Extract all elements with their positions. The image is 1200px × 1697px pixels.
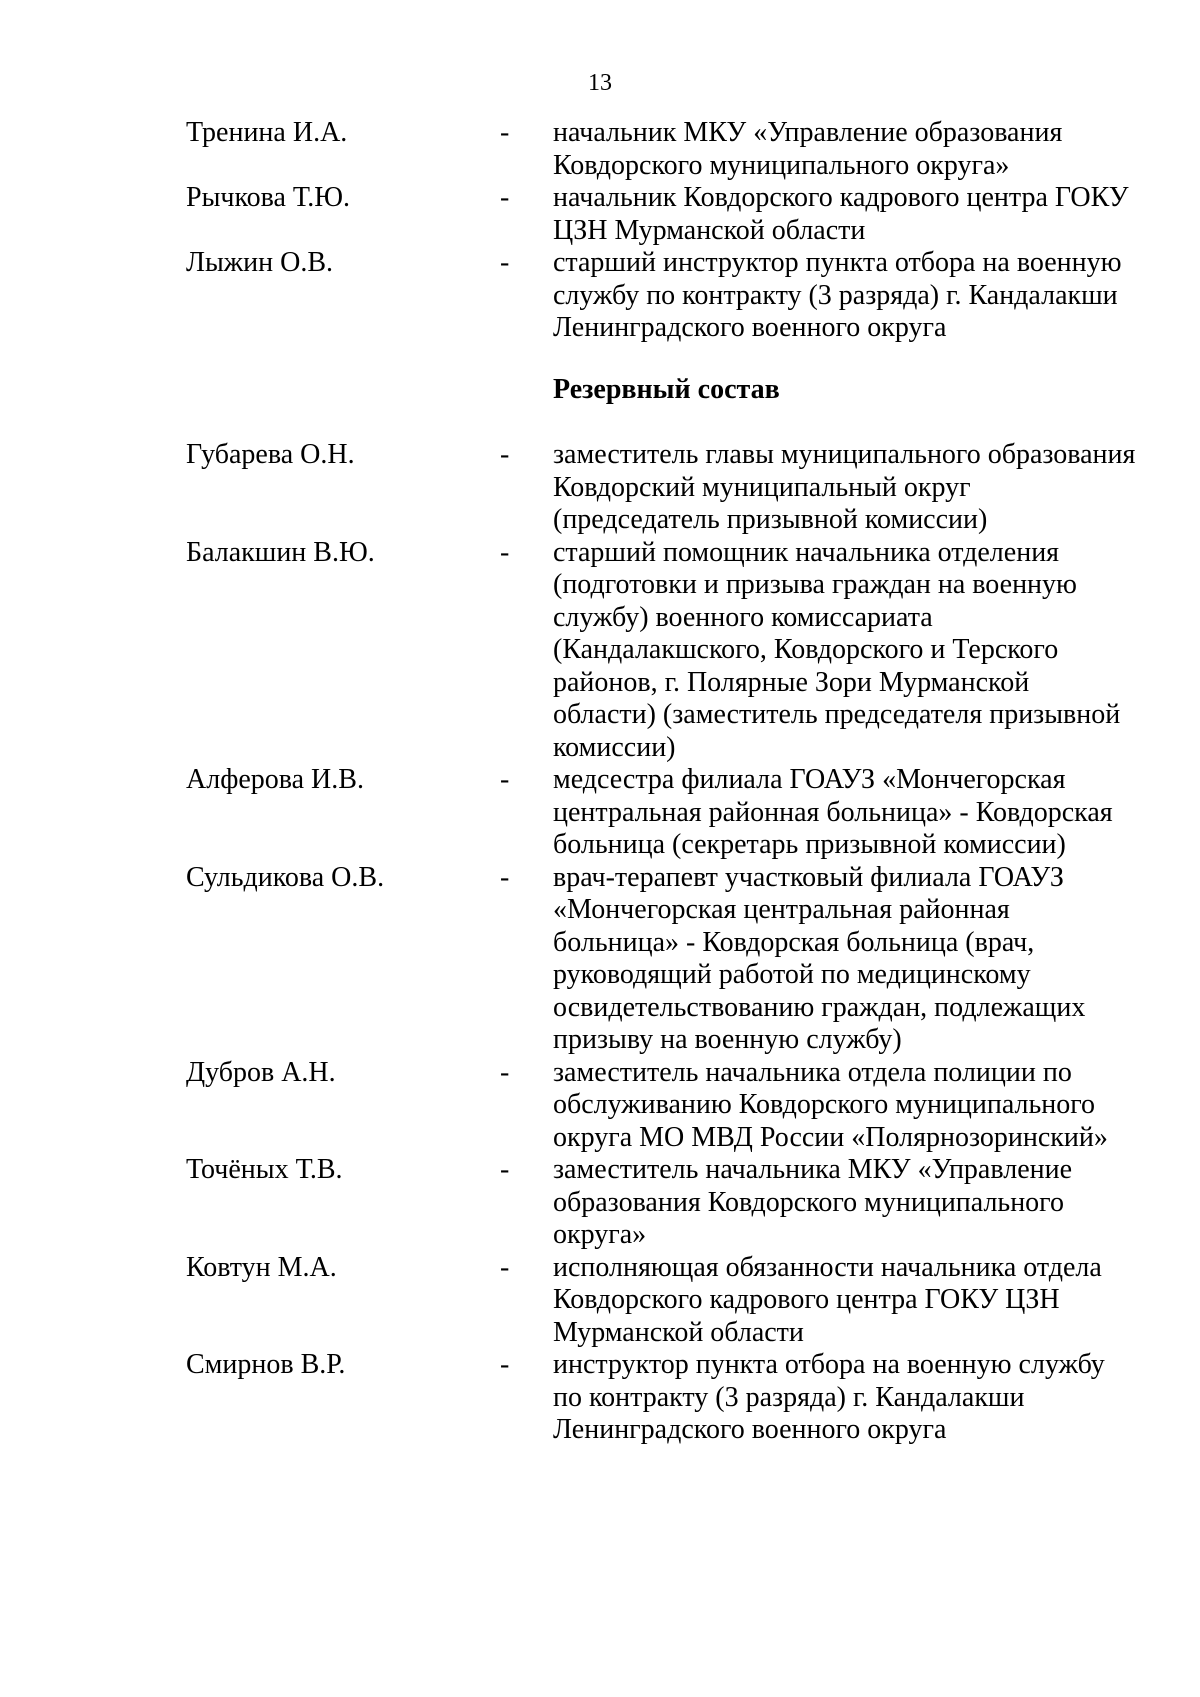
member-role-line: округа МО МВД России «Полярнозоринский» xyxy=(553,1121,1108,1153)
member-role-line: Ковдорского кадрового центра ГОКУ ЦЗН xyxy=(553,1284,1060,1315)
member-role xyxy=(553,764,1153,862)
member-role-line: образования Ковдорского муниципального xyxy=(553,1186,1064,1218)
member-role-line: начальник МКУ «Управление образования xyxy=(553,117,1063,148)
member-entry xyxy=(0,182,1200,247)
member-role xyxy=(553,1057,1153,1155)
member-role-line: службу) военного комиссариата xyxy=(553,601,933,633)
member-dash: - xyxy=(500,247,510,278)
member-role-line: руководящий работой по медицинскому xyxy=(553,959,1031,990)
member-role-line: центральная районная больница» - Ковдорская xyxy=(553,796,1113,828)
member-role xyxy=(553,247,1153,345)
member-role-line: Ленинградского военного округа xyxy=(553,1414,947,1445)
member-entry xyxy=(0,117,1200,182)
member-role-line: больница» - Ковдорская больница (врач, xyxy=(553,926,1035,958)
member-role xyxy=(553,182,1153,247)
member-role-line: (председатель призывной комиссии) xyxy=(553,504,988,535)
member-dash: - xyxy=(500,536,510,568)
member-role-line: освидетельствованию граждан, подлежащих xyxy=(553,991,1086,1023)
member-dash: - xyxy=(500,1349,510,1380)
member-dash: - xyxy=(500,1056,510,1088)
member-dash: - xyxy=(500,764,510,795)
member-role xyxy=(553,1349,1153,1447)
member-name: Сульдикова О.В. xyxy=(186,861,385,893)
member-role-line: (подготовки и призыва граждан на военную xyxy=(553,569,1077,600)
member-role-line: (Кандалакшского, Ковдорского и Терского xyxy=(553,634,1059,665)
member-name: Лыжин О.В. xyxy=(186,247,334,278)
member-entry xyxy=(0,537,1200,765)
member-role-line: ЦЗН Мурманской области xyxy=(553,214,866,246)
member-role-line: старший инструктор пункта отбора на военную xyxy=(553,247,1122,278)
member-role-line: заместитель главы муниципального образования xyxy=(553,439,1136,470)
member-dash: - xyxy=(500,861,510,893)
member-name: Балакшин В.Ю. xyxy=(186,536,375,568)
member-dash: - xyxy=(500,1154,510,1185)
reserve-members-list xyxy=(0,439,1200,1447)
member-role-line: призыву на военную службу) xyxy=(553,1024,902,1055)
member-role-line: Ковдорский муниципальный округ xyxy=(553,471,971,503)
member-role-line: старший помощник начальника отделения xyxy=(553,536,1060,568)
member-role-line: службу по контракту (3 разряда) г. Кандалакши xyxy=(553,279,1118,311)
member-role-line: медсестра филиала ГОАУЗ «Мончегорская xyxy=(553,764,1066,795)
member-role-line: исполняющая обязанности начальника отдела xyxy=(553,1251,1102,1283)
member-role-line: заместитель начальника МКУ «Управление xyxy=(553,1154,1073,1185)
member-role-line: обслуживанию Ковдорского муниципального xyxy=(553,1089,1096,1120)
member-role-line: начальник Ковдорского кадрового центра ГОКУ xyxy=(553,182,1129,213)
member-role-line: Ковдорского муниципального округа» xyxy=(553,149,1010,181)
page-number: 13 xyxy=(588,70,612,96)
member-entry xyxy=(0,764,1200,862)
member-role-line: по контракту (3 разряда) г. Кандалакши xyxy=(553,1381,1025,1413)
member-name: Губарева О.Н. xyxy=(186,439,355,470)
member-name: Алферова И.В. xyxy=(186,764,364,795)
member-dash: - xyxy=(500,182,510,213)
member-name: Рычкова Т.Ю. xyxy=(186,182,351,213)
member-role xyxy=(553,117,1153,182)
member-entry xyxy=(0,1154,1200,1252)
member-name: Ковтун М.А. xyxy=(186,1251,337,1283)
member-entry xyxy=(0,1349,1200,1447)
member-role xyxy=(553,1252,1153,1350)
member-role-line: округа» xyxy=(553,1219,647,1250)
member-role-line: комиссии) xyxy=(553,731,676,763)
member-entry xyxy=(0,1252,1200,1350)
member-entry xyxy=(0,1057,1200,1155)
member-role xyxy=(553,439,1153,537)
member-entry xyxy=(0,862,1200,1057)
member-role-line: Ленинградского военного округа xyxy=(553,312,947,343)
member-role-line: врач-терапевт участковый филиала ГОАУЗ xyxy=(553,861,1064,893)
member-role-line: «Мончегорская центральная районная xyxy=(553,894,1010,925)
member-entry xyxy=(0,247,1200,345)
main-members-list xyxy=(0,117,1200,345)
reserve-heading: Резервный состав xyxy=(553,374,780,405)
member-name: Дубров А.Н. xyxy=(186,1056,336,1088)
member-role xyxy=(553,862,1153,1057)
member-name: Точёных Т.В. xyxy=(186,1154,343,1185)
member-role xyxy=(553,1154,1153,1252)
member-dash: - xyxy=(500,117,510,148)
member-name: Смирнов В.Р. xyxy=(186,1349,346,1380)
member-role-line: заместитель начальника отдела полиции по xyxy=(553,1056,1072,1088)
member-role xyxy=(553,537,1153,765)
member-dash: - xyxy=(500,1251,510,1283)
member-role-line: инструктор пункта отбора на военную службу xyxy=(553,1349,1105,1380)
member-name: Тренина И.А. xyxy=(186,117,348,148)
member-role-line: больница (секретарь призывной комиссии) xyxy=(553,829,1066,860)
member-dash: - xyxy=(500,439,510,470)
member-role-line: области) (заместитель председателя призывной xyxy=(553,699,1121,730)
member-role-line: районов, г. Полярные Зори Мурманской xyxy=(553,666,1030,698)
member-entry xyxy=(0,439,1200,537)
member-role-line: Мурманской области xyxy=(553,1316,804,1348)
